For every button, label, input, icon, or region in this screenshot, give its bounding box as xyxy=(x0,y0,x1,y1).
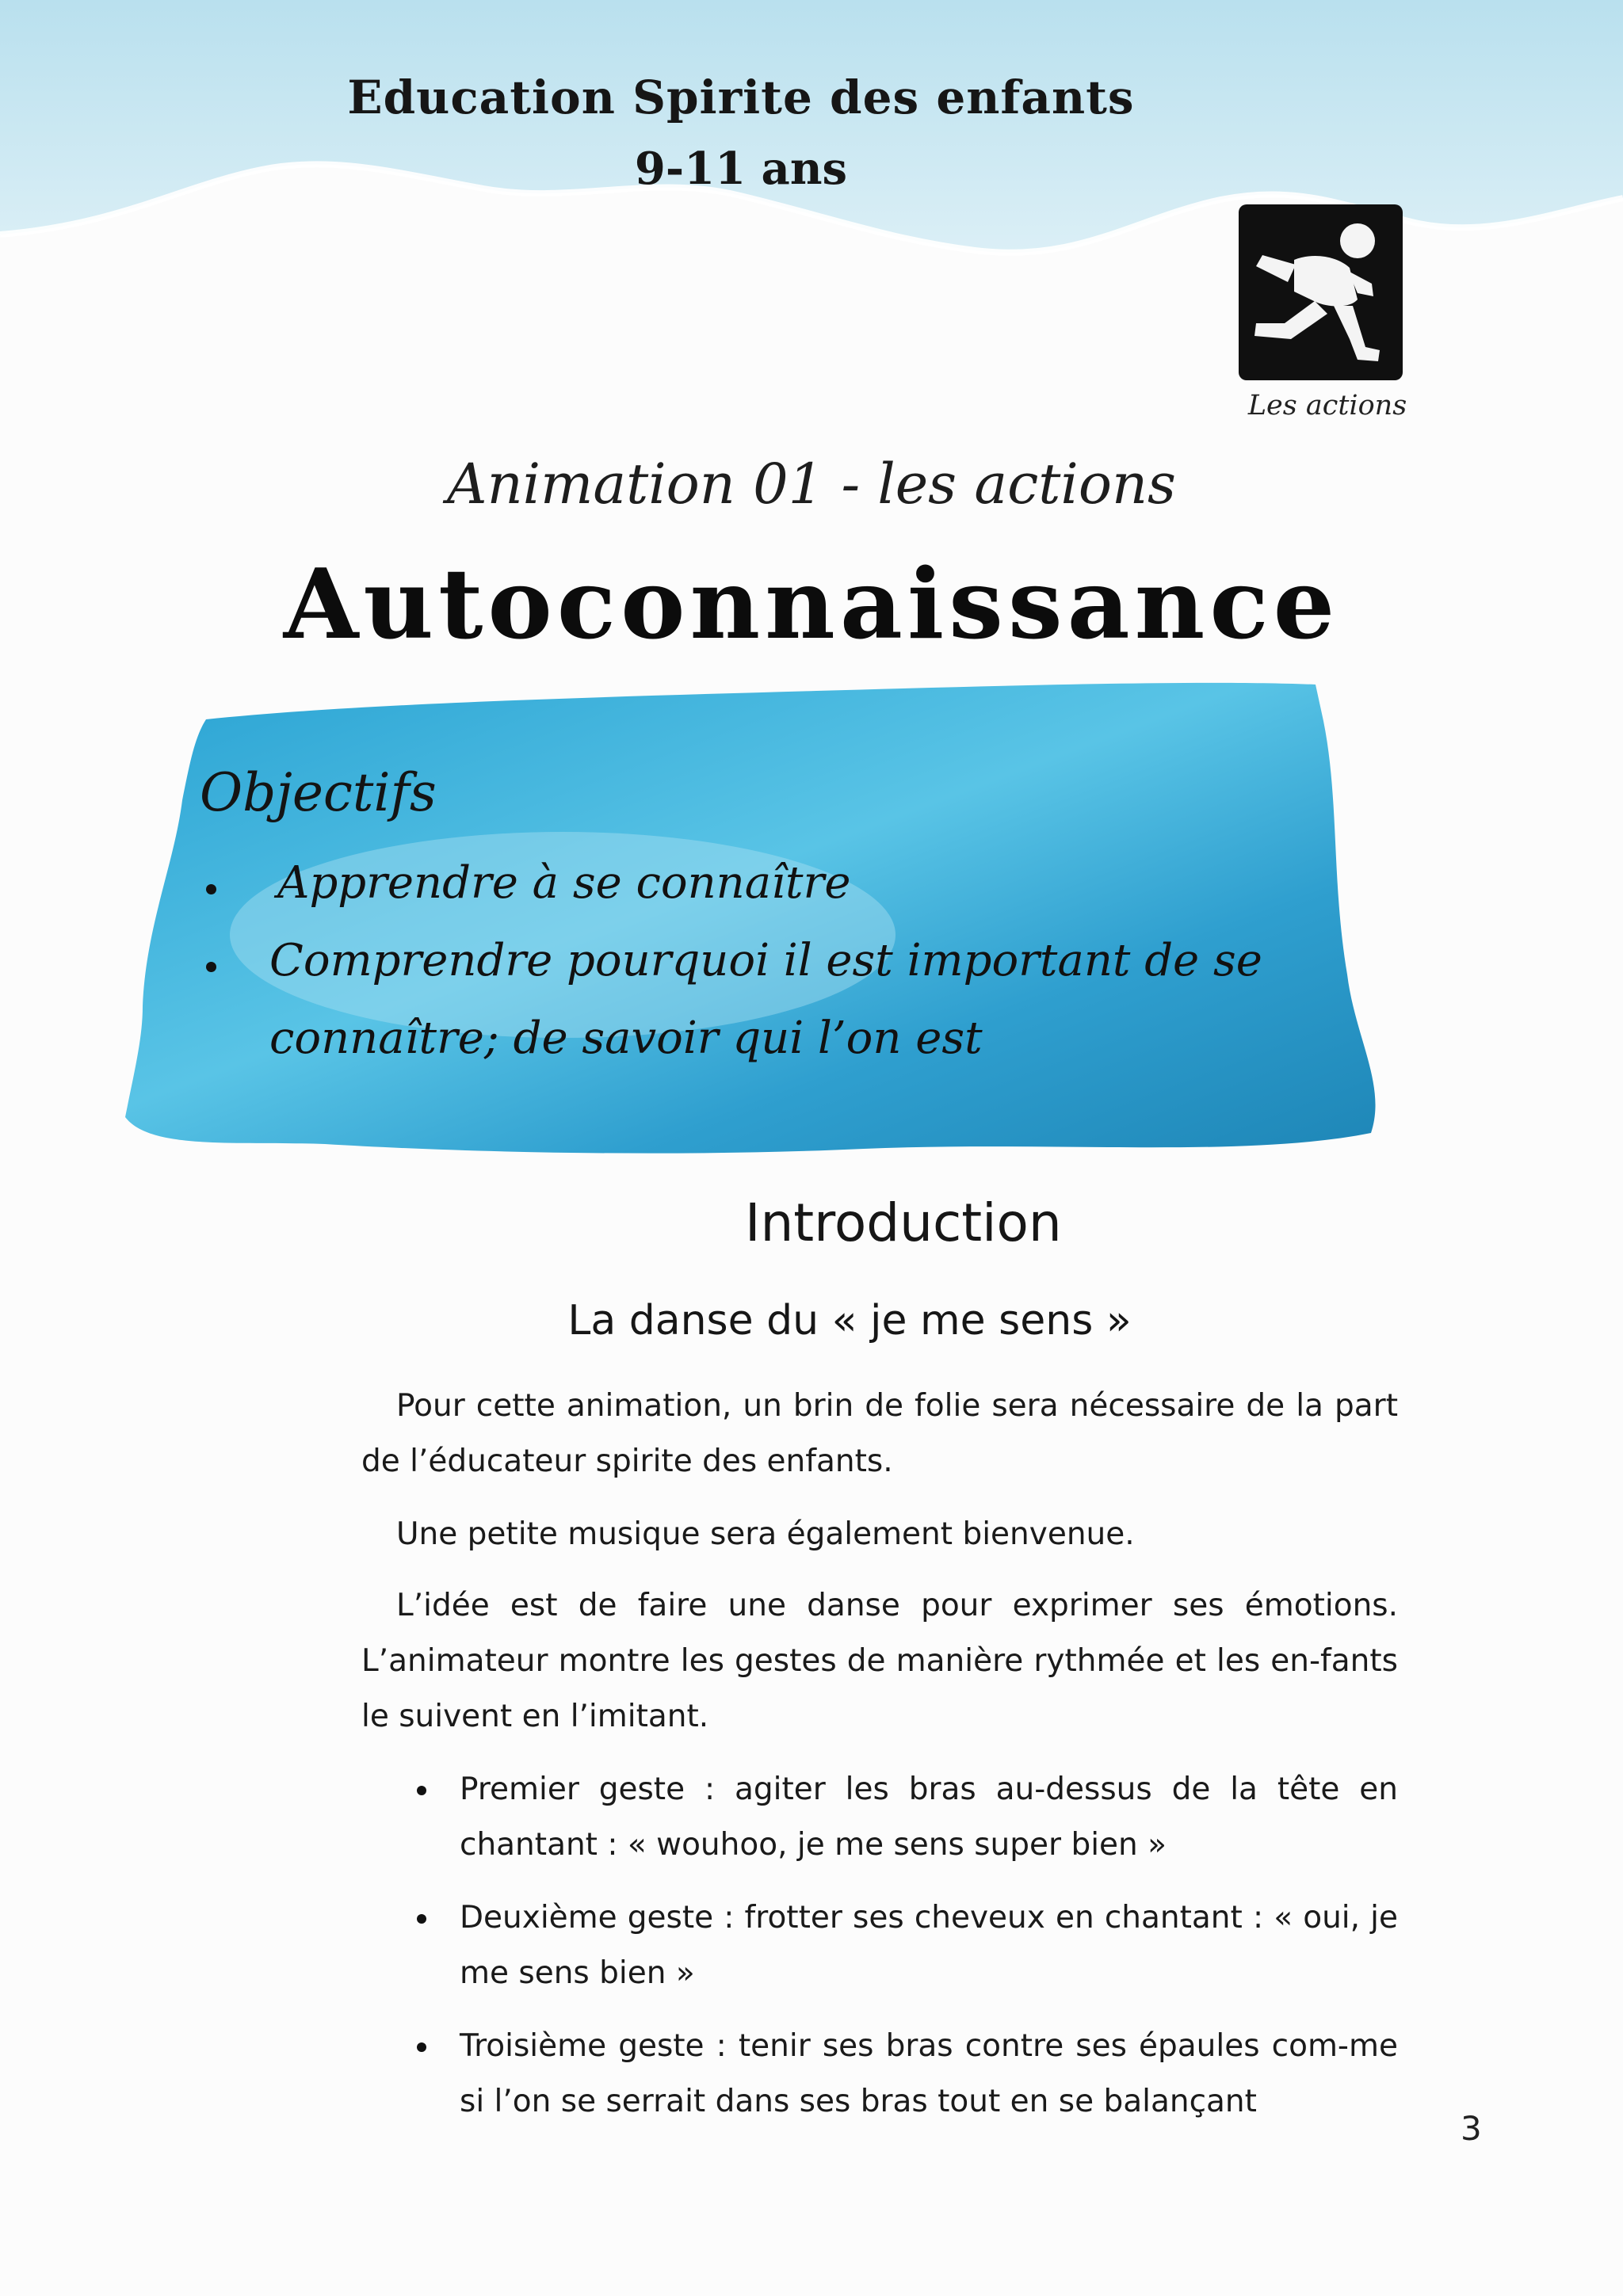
list-bullet xyxy=(417,1914,426,1924)
list-bullet xyxy=(417,2042,426,2052)
objective-bullet xyxy=(206,962,216,972)
icon-caption: Les actions xyxy=(1247,390,1407,421)
animation-title: Animation 01 - les actions xyxy=(447,452,1176,517)
main-title: Autoconnaissance xyxy=(283,547,1340,661)
objective-bullet xyxy=(206,884,216,894)
list-item: Deuxième geste : frotter ses cheveux en chantant : « oui, je me sens bien » xyxy=(460,1900,1398,1991)
paragraph: Une petite musique sera également bienvenue. xyxy=(396,1516,1135,1552)
list-item: Premier geste : agiter les bras au-dessus de la tête en chantant : « wouhoo, je me sens super bien » xyxy=(460,1772,1398,1863)
objective-item: Apprendre à se connaître xyxy=(277,857,851,909)
list-item: Troisième geste : tenir ses bras contre ses épaules com-me si l’on se serrait dans ses bras tout en se balançant xyxy=(460,2028,1398,2119)
header-age-range: 9-11 ans xyxy=(634,143,848,195)
objective-item: Comprendre pourquoi il est important de se connaître; de savoir qui l’on est xyxy=(269,935,1262,1064)
introduction-subheading: La danse du « je me sens » xyxy=(567,1297,1132,1344)
header-title: Education Spirite des enfants xyxy=(347,71,1135,124)
running-person-icon xyxy=(1239,204,1403,380)
page-number: 3 xyxy=(1461,2109,1482,2148)
list-bullet xyxy=(417,1786,426,1795)
introduction-heading: Introduction xyxy=(745,1192,1062,1253)
objectives-heading: Objectifs xyxy=(200,762,437,823)
paragraph: Pour cette animation, un brin de folie sera nécessaire de la part de l’éducateur spirite des enfants. xyxy=(361,1388,1398,1479)
paragraph: L’idée est de faire une danse pour exprimer ses émotions. L’animateur montre les gestes de manière rythmée et les en-fants le suivent en l’imitant. xyxy=(361,1588,1398,1734)
